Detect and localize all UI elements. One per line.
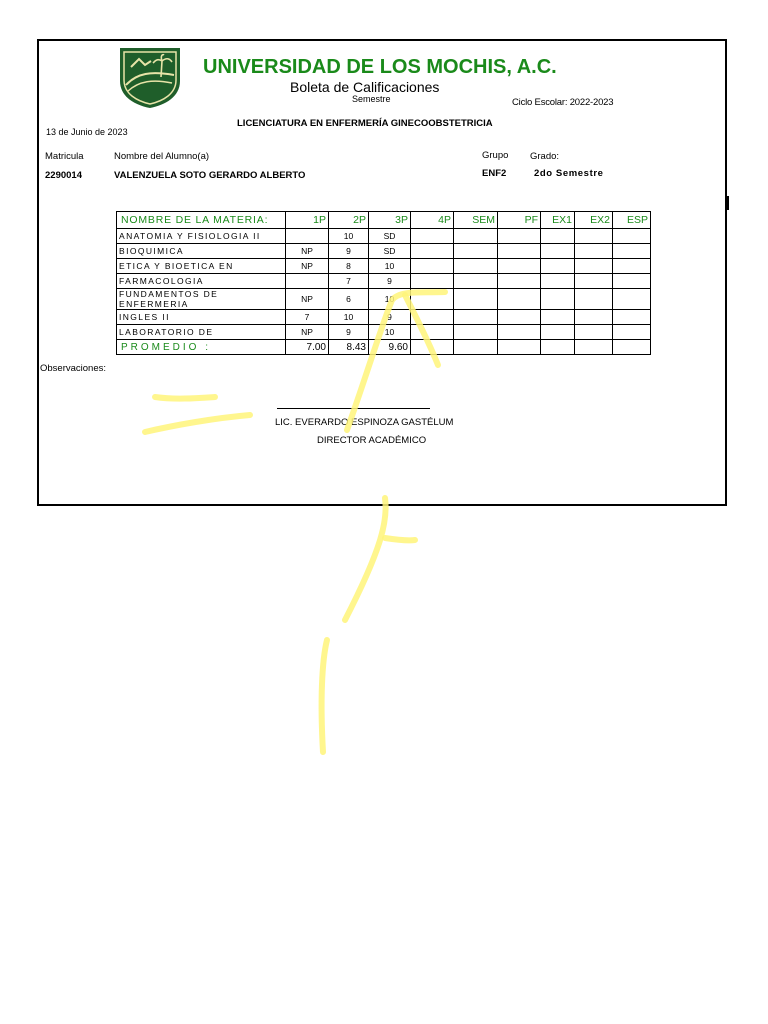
grade-cell	[498, 310, 541, 325]
school-year: Ciclo Escolar: 2022-2023	[512, 97, 614, 108]
grade-cell	[541, 310, 575, 325]
grade-cell	[498, 229, 541, 244]
average-empty-cell	[613, 340, 651, 355]
table-row	[117, 229, 651, 244]
grade-cell	[411, 274, 454, 289]
grade-cell	[411, 325, 454, 340]
column-header-4p: 4P	[411, 212, 454, 229]
column-header-2p: 2P	[329, 212, 369, 229]
grade-cell: 10	[329, 310, 369, 325]
average-empty-cell	[575, 340, 613, 355]
table-row	[117, 244, 651, 259]
signatory-name: LIC. EVERARDO ESPINOZA GASTÉLUM	[275, 417, 454, 428]
grade-cell	[498, 274, 541, 289]
grade-cell	[541, 325, 575, 340]
document-title: Boleta de Calificaciones	[290, 79, 440, 95]
grade-cell	[454, 310, 498, 325]
average-value: 9.60	[369, 340, 411, 355]
grade-cell: 9	[369, 274, 411, 289]
average-value: 7.00	[286, 340, 329, 355]
grade-cell	[541, 289, 575, 310]
grade-cell	[411, 310, 454, 325]
grade-cell: NP	[286, 325, 329, 340]
grade-cell: 8	[329, 259, 369, 274]
grade-cell	[613, 259, 651, 274]
grade-cell: 7	[329, 274, 369, 289]
column-header-1p: 1P	[286, 212, 329, 229]
subject-name: BIOQUIMICA	[117, 244, 286, 259]
grades-header-row	[117, 212, 651, 229]
table-row	[117, 325, 651, 340]
grade-cell	[541, 244, 575, 259]
grade-cell	[575, 325, 613, 340]
grade-cell	[575, 289, 613, 310]
grade-cell	[498, 289, 541, 310]
issue-date: 13 de Junio de 2023	[46, 127, 128, 137]
table-row	[117, 274, 651, 289]
group-label: Grupo	[482, 150, 509, 161]
grade-cell	[575, 259, 613, 274]
subject-name: INGLES II	[117, 310, 286, 325]
table-row	[117, 259, 651, 274]
grade-cell	[411, 289, 454, 310]
column-header-sem: SEM	[454, 212, 498, 229]
frame-tick-right	[727, 196, 729, 210]
grade-cell	[454, 274, 498, 289]
column-header-ex1: EX1	[541, 212, 575, 229]
grade-cell	[613, 244, 651, 259]
grade-cell	[454, 244, 498, 259]
column-header-subject: NOMBRE DE LA MATERIA:	[117, 212, 286, 229]
grade-cell: 9	[329, 325, 369, 340]
grade-cell	[613, 289, 651, 310]
grade-cell	[541, 274, 575, 289]
signature-line	[277, 408, 430, 409]
university-logo	[117, 45, 183, 109]
average-empty-cell	[454, 340, 498, 355]
grade-cell: NP	[286, 244, 329, 259]
grade-value: 2do Semestre	[534, 168, 604, 179]
grade-cell: SD	[369, 244, 411, 259]
column-header-3p: 3P	[369, 212, 411, 229]
grade-cell	[454, 259, 498, 274]
grade-cell: 10	[369, 289, 411, 310]
grade-cell	[411, 229, 454, 244]
grade-cell: NP	[286, 289, 329, 310]
signatory-position: DIRECTOR ACADÉMICO	[317, 435, 427, 446]
average-row	[117, 340, 651, 355]
grade-cell	[286, 274, 329, 289]
grade-cell	[613, 229, 651, 244]
subject-name: ETICA Y BIOETICA EN	[117, 259, 286, 274]
grade-cell	[411, 259, 454, 274]
matricula-label: Matricula	[45, 151, 84, 162]
grades-table	[116, 211, 651, 355]
grade-cell: 7	[286, 310, 329, 325]
grade-cell	[286, 229, 329, 244]
group-value: ENF2	[482, 168, 507, 179]
table-row	[117, 289, 651, 310]
grade-cell	[613, 274, 651, 289]
average-empty-cell	[411, 340, 454, 355]
program-name: LICENCIATURA EN ENFERMERÍA GINECOOBSTETRICIA	[237, 118, 493, 129]
grade-cell: 10	[369, 325, 411, 340]
grade-cell: 6	[329, 289, 369, 310]
grade-cell	[541, 229, 575, 244]
grade-cell	[454, 289, 498, 310]
frame-tick-left	[37, 196, 39, 210]
grade-cell	[454, 229, 498, 244]
period-type: Semestre	[352, 94, 391, 104]
column-header-esp: ESP	[613, 212, 651, 229]
subject-name: FUNDAMENTOS DE ENFERMERIA	[117, 289, 286, 310]
matricula-value: 2290014	[45, 170, 82, 181]
observations-label: Observaciones:	[40, 363, 107, 374]
grade-cell: 9	[369, 310, 411, 325]
grade-cell: 9	[329, 244, 369, 259]
subject-name: ANATOMIA Y FISIOLOGIA II	[117, 229, 286, 244]
university-name: UNIVERSIDAD DE LOS MOCHIS, A.C.	[203, 56, 557, 78]
grade-cell: NP	[286, 259, 329, 274]
grade-cell	[498, 325, 541, 340]
grade-cell: 10	[329, 229, 369, 244]
column-header-pf: PF	[498, 212, 541, 229]
grade-cell	[541, 259, 575, 274]
average-empty-cell	[541, 340, 575, 355]
average-value: 8.43	[329, 340, 369, 355]
grade-cell	[498, 244, 541, 259]
grade-cell: SD	[369, 229, 411, 244]
student-name-value: VALENZUELA SOTO GERARDO ALBERTO	[114, 170, 306, 181]
grade-cell	[613, 325, 651, 340]
grade-cell: 10	[369, 259, 411, 274]
grade-cell	[613, 310, 651, 325]
grade-cell	[498, 259, 541, 274]
table-row	[117, 310, 651, 325]
column-header-ex2: EX2	[575, 212, 613, 229]
grade-cell	[575, 244, 613, 259]
grade-label: Grado:	[530, 151, 560, 162]
grade-cell	[575, 229, 613, 244]
grade-cell	[575, 274, 613, 289]
average-label: PROMEDIO :	[117, 340, 286, 355]
grade-cell	[454, 325, 498, 340]
grade-cell	[411, 244, 454, 259]
subject-name: LABORATORIO DE	[117, 325, 286, 340]
subject-name: FARMACOLOGIA	[117, 274, 286, 289]
student-name-label: Nombre del Alumno(a)	[114, 151, 210, 162]
grade-cell	[575, 310, 613, 325]
average-empty-cell	[498, 340, 541, 355]
